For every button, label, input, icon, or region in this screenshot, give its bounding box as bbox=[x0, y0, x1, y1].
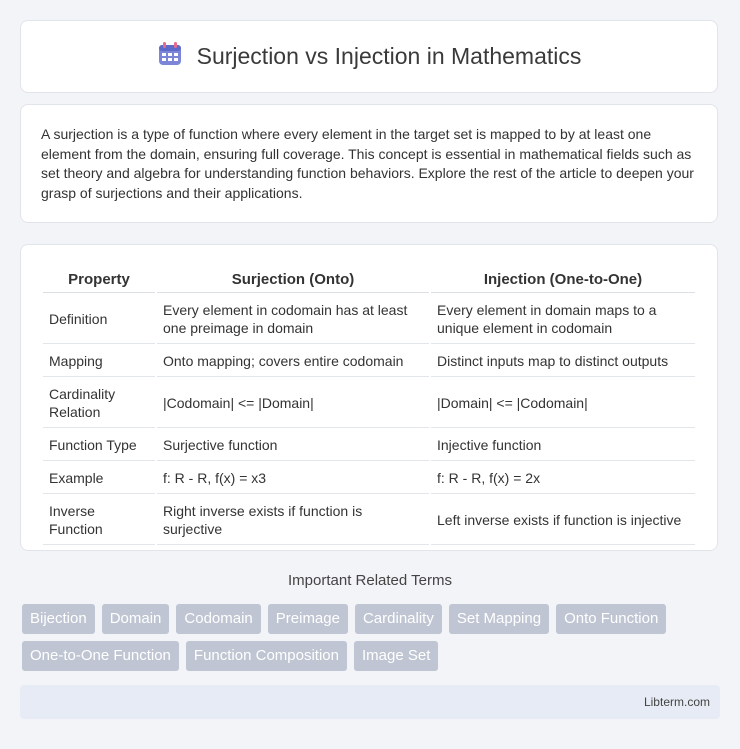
table-cell: f: R - R, f(x) = 2x bbox=[431, 463, 695, 494]
tag-domain[interactable]: Domain bbox=[102, 604, 170, 634]
table-cell: Every element in codomain has at least one preimage in domain bbox=[157, 295, 429, 344]
related-terms-title: Important Related Terms bbox=[288, 572, 452, 589]
table-cell: Right inverse exists if function is surjective bbox=[157, 496, 429, 545]
tag-bijection[interactable]: Bijection bbox=[22, 604, 95, 634]
comparison-table-card bbox=[20, 244, 718, 551]
table-cell: Example bbox=[43, 463, 155, 494]
tag-onto-function[interactable]: Onto Function bbox=[556, 604, 666, 634]
tag-preimage[interactable]: Preimage bbox=[268, 604, 348, 634]
table-row bbox=[43, 379, 695, 428]
intro-card bbox=[20, 104, 718, 223]
table-cell: Injective function bbox=[431, 430, 695, 461]
table-cell: Every element in domain maps to a unique element in codomain bbox=[431, 295, 695, 344]
table-row bbox=[43, 430, 695, 461]
related-terms-tags bbox=[22, 604, 722, 678]
table-cell: |Codomain| <= |Domain| bbox=[157, 379, 429, 428]
tag-image-set[interactable]: Image Set bbox=[354, 641, 438, 671]
table-row bbox=[43, 346, 695, 377]
table-cell: |Domain| <= |Codomain| bbox=[431, 379, 695, 428]
footer bbox=[20, 685, 720, 719]
table-row bbox=[43, 295, 695, 344]
table-cell: Onto mapping; covers entire codomain bbox=[157, 346, 429, 377]
table-header-row bbox=[43, 267, 695, 293]
footer-link[interactable]: Libterm.com bbox=[643, 695, 710, 709]
table-cell: Cardinality Relation bbox=[43, 379, 155, 428]
table-cell: Definition bbox=[43, 295, 155, 344]
tag-function-composition[interactable]: Function Composition bbox=[186, 641, 347, 671]
header-injection: Injection (One-to-One) bbox=[431, 267, 695, 293]
table-cell: Mapping bbox=[43, 346, 155, 377]
tag-codomain[interactable]: Codomain bbox=[176, 604, 260, 634]
table-cell: Distinct inputs map to distinct outputs bbox=[431, 346, 695, 377]
tag-set-mapping[interactable]: Set Mapping bbox=[449, 604, 549, 634]
table-row bbox=[43, 496, 695, 545]
table-cell: f: R - R, f(x) = x3 bbox=[157, 463, 429, 494]
comparison-table bbox=[41, 265, 697, 547]
table-row bbox=[43, 463, 695, 494]
table-cell: Function Type bbox=[43, 430, 155, 461]
header-surjection: Surjection (Onto) bbox=[157, 267, 429, 293]
tag-cardinality[interactable]: Cardinality bbox=[355, 604, 442, 634]
header-property: Property bbox=[43, 267, 155, 293]
table-cell: Inverse Function bbox=[43, 496, 155, 545]
table-cell: Left inverse exists if function is injective bbox=[431, 496, 695, 545]
table-cell: Surjective function bbox=[157, 430, 429, 461]
calendar-icon bbox=[157, 41, 183, 72]
intro-text: A surjection is a type of function where every element in the target set is mapped to by at least one element from the domain, ensuring full coverage. This concept is essential in mathematical fields such as set theory and algebra for understanding function behaviors. Explore the rest of the article to deepen your grasp of surjections and their applications. bbox=[41, 126, 694, 201]
page-title: Surjection vs Injection in Mathematics bbox=[196, 43, 582, 69]
header-card bbox=[20, 20, 718, 93]
tag-one-to-one-function[interactable]: One-to-One Function bbox=[22, 641, 179, 671]
